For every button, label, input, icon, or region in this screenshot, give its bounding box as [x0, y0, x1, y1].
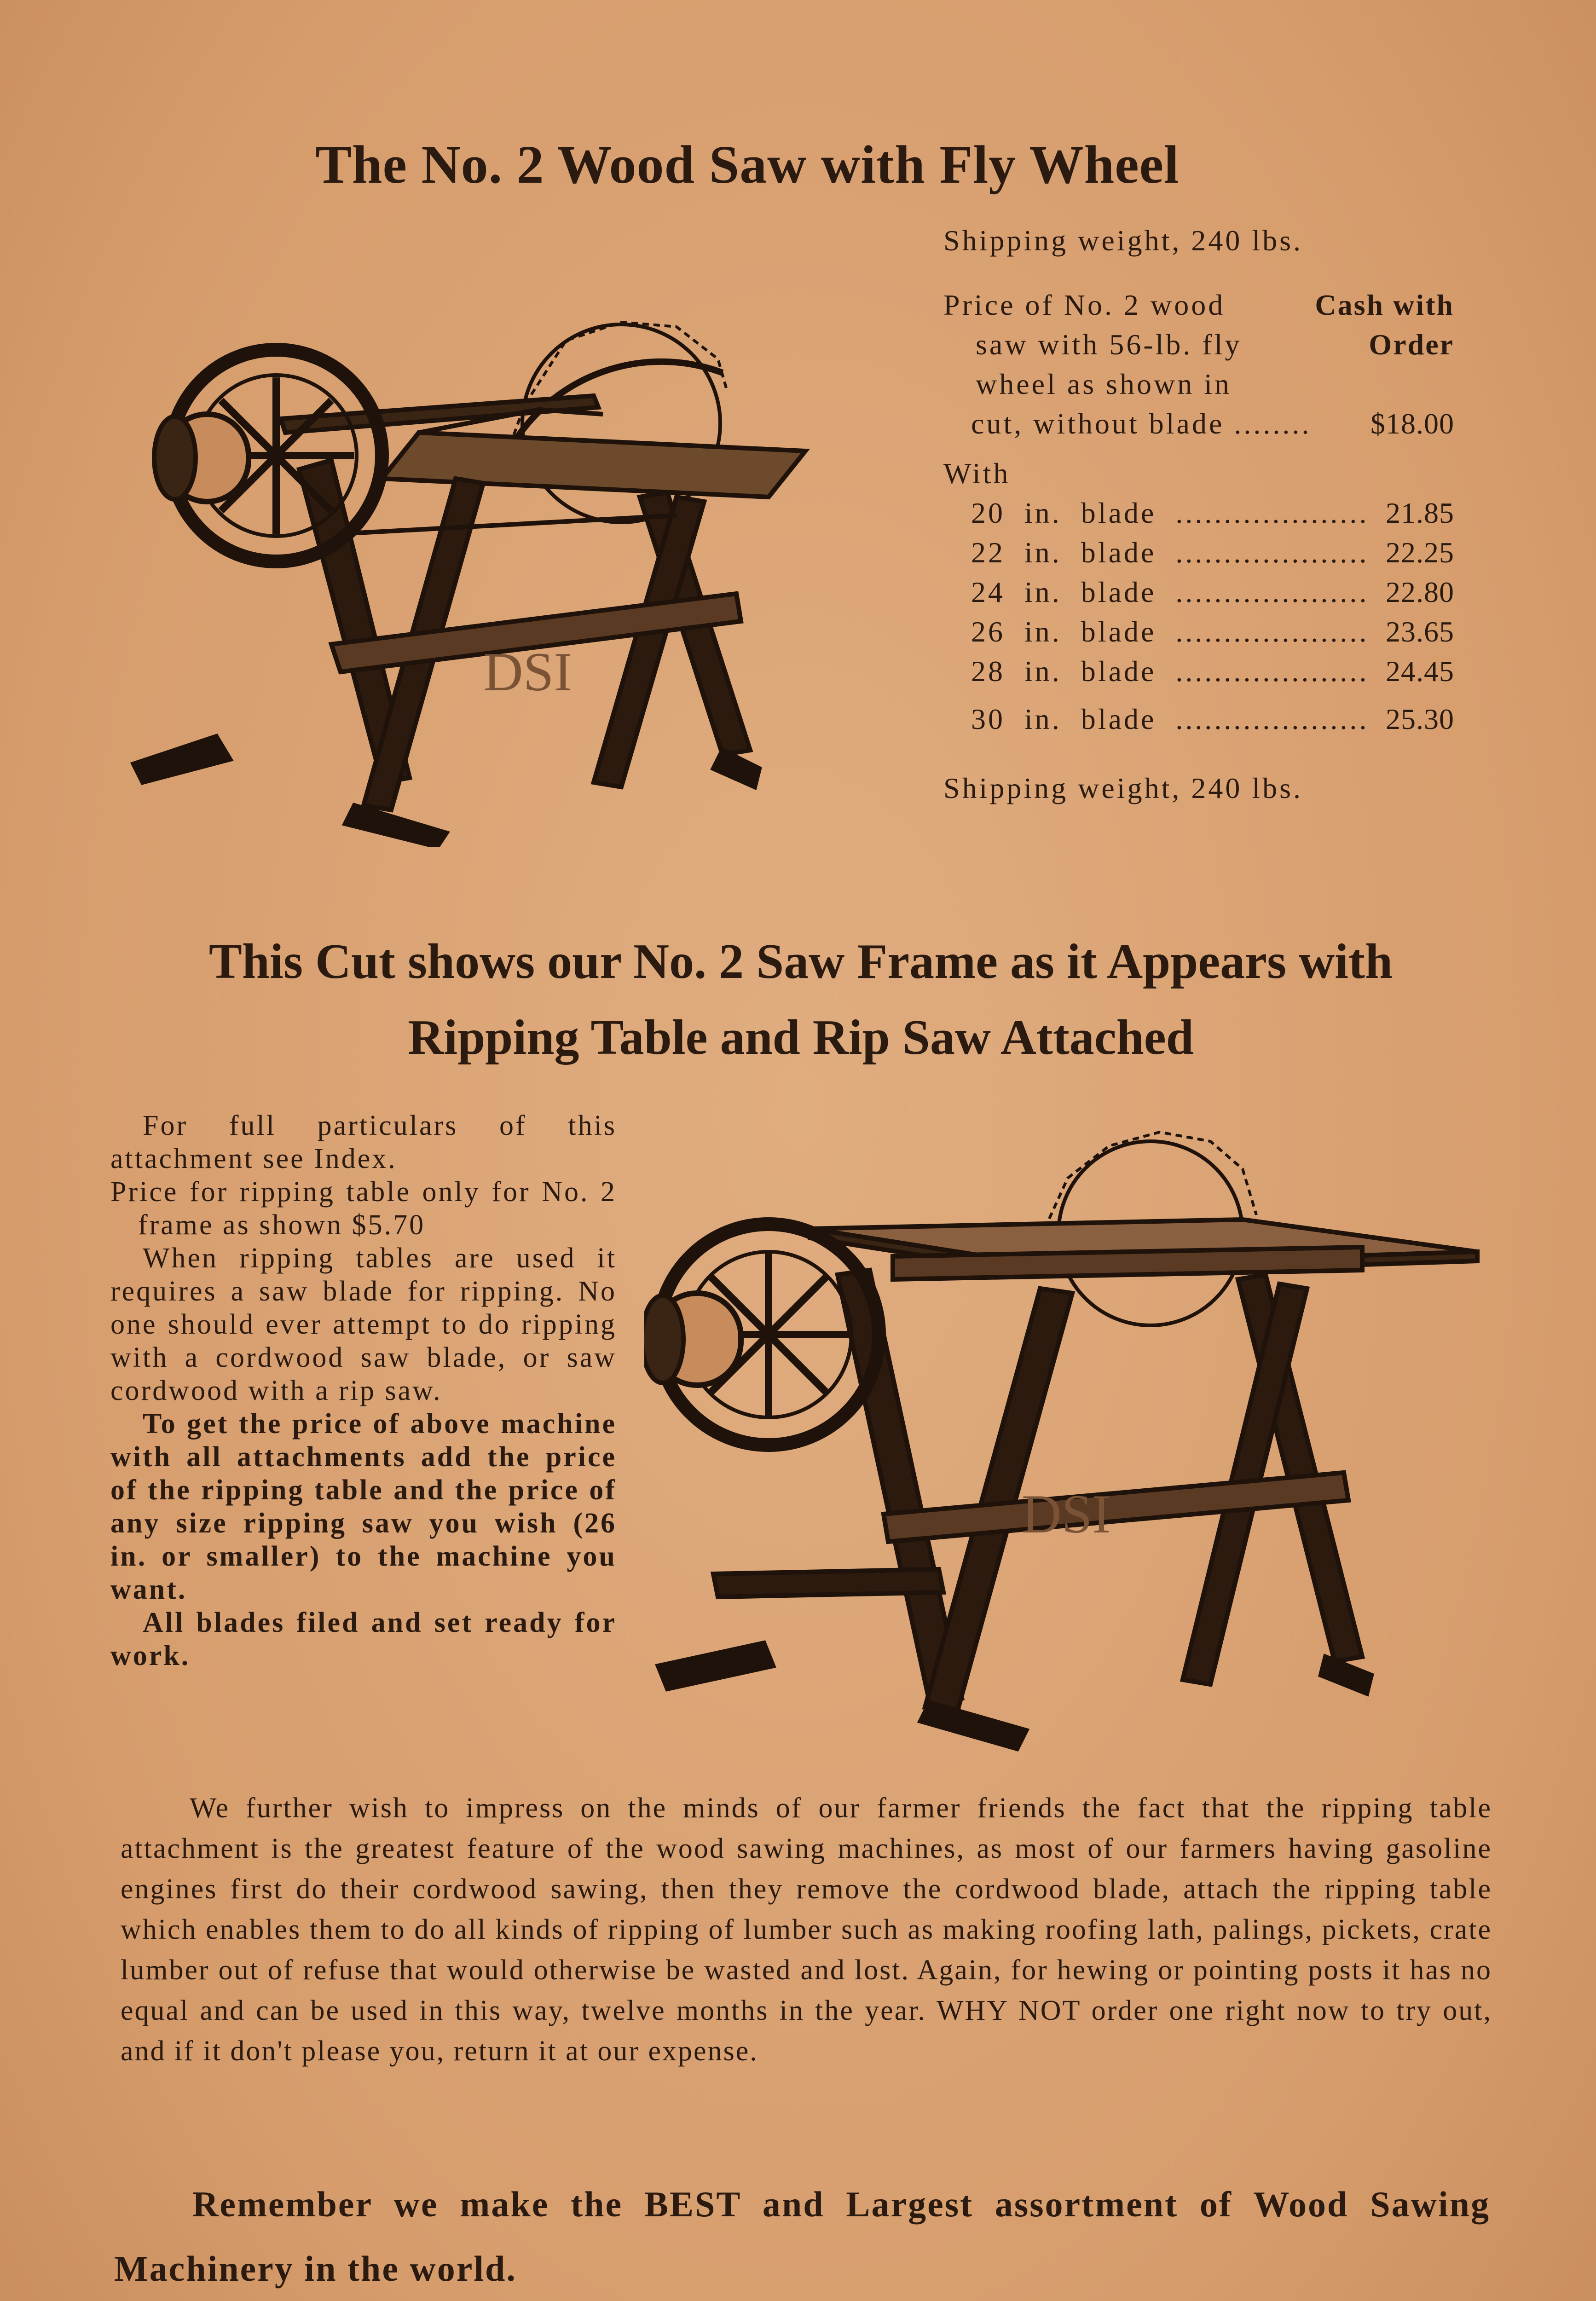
blade-22-label: 22 in. blade .................... [971, 536, 1369, 569]
blade-24-label: 24 in. blade .................... [971, 576, 1369, 608]
rip-saw-title-line-2: Ripping Table and Rip Saw Attached [408, 1010, 1194, 1065]
price-line-3: wheel as shown in [976, 368, 1232, 400]
ripping-table-description [110, 1109, 617, 1672]
blade-20-price: 21.85 [1386, 497, 1454, 529]
ripping-table-price: Price for ripping table only for No. 2 frame as shown $5.70 [110, 1176, 617, 1241]
svg-text:DSI: DSI [1022, 1483, 1111, 1544]
price-line-2: saw with 56-lb. fly [976, 328, 1242, 361]
attachments-price-paragraph: To get the price of above machine with all attachments add the price of the ripping table and the price of any size ripping saw you wish (26 in. or smaller) to the machine you want. [110, 1408, 617, 1605]
saw-title: The No. 2 Wood Saw with Fly Wheel [315, 134, 1180, 195]
blade-30-price: 25.30 [1386, 703, 1454, 735]
shipping-weight-bottom: Shipping weight, 240 lbs. [943, 772, 1303, 804]
blade-28-label: 28 in. blade .................... [971, 655, 1369, 688]
blade-20-label: 20 in. blade .................... [971, 497, 1369, 529]
price-line-4: cut, without blade ........ [971, 407, 1312, 440]
blades-ready-paragraph: All blades filed and set ready for work. [110, 1607, 617, 1671]
rip-saw-title-line-1: This Cut shows our No. 2 Saw Frame as it Appears with [208, 934, 1393, 989]
ripping-feature-paragraph: We further wish to impress on the minds of our farmer friends the fact that the ripping table attachment is the greatest feature of the wood sawing machines, as most of our farmers having gasoline engines first do their cordwood sawing, then they remove the cordwood blade, attach the ripping table which enables them to do all kinds of ripping of lumber such as making roofing lath, palings, pickets, crate lumber out of refuse that would otherwise be wasted and lost. Again, for hewing or pointing posts it has no equal and can be used in this way, twelve months in the year. WHY NOT order one right now to try out, and if it don't please you, return it at our expense. [121, 1792, 1492, 2067]
price-line-1: Price of No. 2 wood [943, 289, 1226, 321]
order-label: Order [1369, 328, 1454, 361]
blade-28-price: 24.45 [1386, 655, 1454, 688]
blade-26-price: 23.65 [1386, 615, 1454, 648]
shipping-weight-top: Shipping weight, 240 lbs. [943, 224, 1303, 257]
particulars-paragraph: For full particulars of this attachment see Index. [110, 1110, 617, 1174]
wood-saw-illustration [124, 239, 842, 847]
ripping-table-illustration [644, 1114, 1491, 1753]
blade-30-label: 30 in. blade .................... [971, 703, 1369, 735]
base-price: $18.00 [1370, 407, 1454, 440]
cash-with-label: Cash with [1315, 289, 1454, 321]
blade-22-price: 22.25 [1386, 536, 1454, 569]
blade-26-label: 26 in. blade .................... [971, 615, 1369, 648]
blade-24-price: 22.80 [1386, 576, 1454, 608]
remember-statement: Remember we make the BEST and Largest assortment of Wood Sawing Machinery in the world. [114, 2184, 1490, 2289]
ripping-blade-paragraph: When ripping tables are used it requires a saw blade for ripping. No one should ever attempt to do ripping with a cordwood saw blade, or saw cordwood with a rip saw. [110, 1243, 617, 1406]
svg-text:DSI: DSI [483, 641, 572, 702]
with-label: With [943, 457, 1011, 490]
